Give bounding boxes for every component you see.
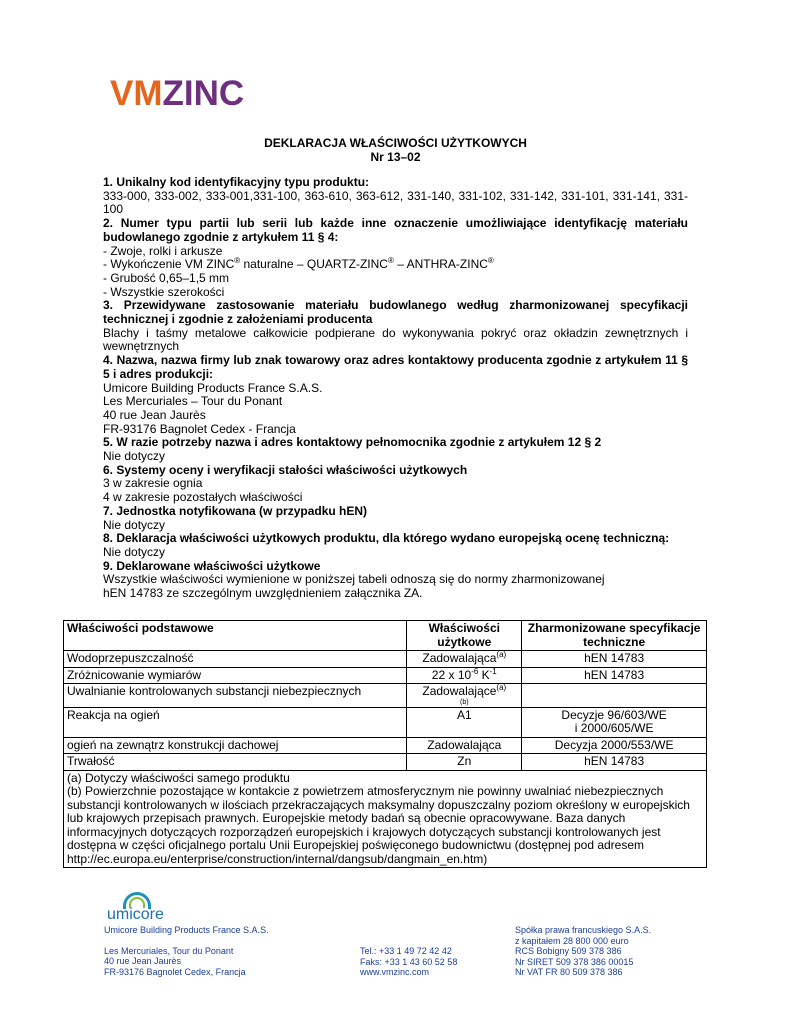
section-9-line: Wszystkie właściwości wymienione w poniższej tabeli odnoszą się do normy zharmonizowanej [103,572,605,587]
table-notes-row [64,770,707,868]
section-3-text: Blachy i taśmy metalowe całkowicie podpierane do wykonywania pokryć oraz okładzin zewnętrznych i wewnętrznych [103,325,688,354]
vmzinc-logo [110,74,250,114]
table-cell: Uwalnianie kontrolowanych substancji niebezpiecznych [64,684,407,708]
section-1-text: 333-000, 333-002, 333-001,331-100, 363-610, 363-612, 331-140, 331-102, 331-142, 331-101, 331-141, 331-100 [103,188,688,217]
table-cell: Zn [407,754,522,771]
section-3-heading: 3. Przewidywane zastosowanie materiału budowlanego według zharmonizowanej specyfikacji technicznej i zgodnie z założeniami producenta [103,298,688,327]
table-row [64,737,707,754]
section-5-text: Nie dotyczy [103,449,166,464]
table-row [64,754,707,771]
table-header-row [64,621,707,651]
section-8-text: Nie dotyczy [103,544,166,559]
table-row [64,707,707,737]
table-notes [64,770,707,868]
footer-website-link[interactable]: www.vmzinc.com [360,967,430,977]
note-b: (b) Powierzchnie pozostające w kontakcie z powietrzem atmosferycznym nie powinny uwalniać niebezpiecznych substancji kontrolowanych w ilościach przekraczających maksymalny dopuszczalny poziom określony w europejskich lub krajowych przepisach prawnych. Europejskie metody badań są obecnie opracowywane. Baza danych informacyjnych dotyczących rozporządzeń europejskich i krajowych dotyczących substancji kontrolowanych jest dostępna w części oficjalnego portalu Unii Europejskiej poświęconego budownictwu (dostępnej pod adresem http://ec.europa.eu/enterprise/construction/internal/dangsub/dangmain_en.htm) [67,784,690,866]
document-number: Nr 13–02 [370,150,421,164]
header-cell: Właściwości użytkowe [407,621,522,651]
footer-right [515,925,651,978]
logo-vm: VM [110,74,163,113]
section-4-line: Les Mercuriales – Tour du Ponant [103,394,283,409]
table-cell: Decyzje 96/603/WE i 2000/605/WE [522,707,707,737]
table-cell: Trwałość [64,754,407,771]
section-4-line: Umicore Building Products France S.A.S. [103,380,323,395]
header-cell: Właściwości podstawowe [64,621,407,651]
footer-left [104,925,269,977]
table-cell: A1 [407,707,522,737]
footer-line: 40 rue Jean Jaurès [104,956,182,966]
footer-line: Les Mercuriales, Tour du Ponant [104,945,234,956]
table-cell: Zróżnicowanie wymiarów [64,667,407,684]
footer-middle [360,946,457,978]
header-cell: Zharmonizowane specyfikacje techniczne [522,621,707,651]
footer-line: Umicore Building Products France S.A.S. [104,925,269,935]
declaration-body [103,176,688,601]
section-4-line: 40 rue Jean Jaurès [103,407,206,422]
footer-line: z kapitałem 28 800 000 euro [515,935,629,946]
section-7-heading: 7. Jednostka notyfikowana (w przypadku hEN) [103,503,368,518]
section-1-heading: 1. Unikalny kod identyfikacyjny typu produktu: [103,175,370,189]
section-2-line: - Wykończenie VM ZINC® naturalne – QUARTZ-ZINC® – ANTHRA-ZINC® [103,256,494,272]
section-8-heading: 8. Deklaracja właściwości użytkowych produktu, dla którego wydano europejską ocenę techniczną: [103,531,670,546]
footer-line: RCS Bobigny 509 378 386 [515,946,622,956]
table-cell: ogień na zewnątrz konstrukcji dachowej [64,737,407,754]
table-row [64,667,707,684]
footer-fax: Faks: +33 1 43 60 52 58 [360,956,458,967]
section-6-line: 4 w zakresie pozostałych właściwości [103,490,303,505]
section-6-heading: 6. Systemy oceny i weryfikacji stałości właściwości użytkowych [103,462,468,477]
note-a: (a) Dotyczy właściwości samego produktu [67,770,290,785]
section-7-text: Nie dotyczy [103,517,166,532]
section-2-line: - Wszystkie szerokości [103,284,225,299]
table-cell: Zadowalająca [407,737,522,754]
section-9-line: hEN 14783 ze szczególnym uwzględnieniem załącznika ZA. [103,586,423,601]
footer-line: Nr SIRET 509 378 386 00015 [515,956,634,967]
section-6-line: 3 w zakresie ognia [103,476,203,491]
table-cell: hEN 14783 [522,754,707,771]
table-cell: hEN 14783 [522,651,707,668]
section-4-heading: 4. Nazwa, nazwa firmy lub znak towarowy oraz adres kontaktowy producenta zgodnie z artykułem 11 § 5 i adres produkcji: [103,353,688,381]
section-4-line: FR-93176 Bagnolet Cedex - Francja [103,421,296,436]
umicore-logo [107,892,207,924]
table-cell: Decyzja 2000/553/WE [522,737,707,754]
table-cell: hEN 14783 [522,667,707,684]
table-cell: Zadowalająca$^{(a)}$ [407,651,522,668]
table-row [64,684,707,708]
section-9-heading: 9. Deklarowane właściwości użytkowe [103,558,321,573]
umicore-wordmark: umicore [107,906,164,923]
logo-zinc: ZINC [162,74,245,113]
section-2-line: - Grubość 0,65–1,5 mm [103,270,230,285]
footer-line: FR-93176 Bagnolet Cedex, Francja [104,966,246,977]
section-2-heading: 2. Numer typu partii lub serii lub każde inne oznaczenie umożliwiające identyfikację materiału budowlanego zgodnie z artykułem 11 § 4: [103,216,688,244]
footer-line: Nr VAT FR 80 509 378 386 [515,967,623,977]
document-title: DEKLARACJA WŁAŚCIWOŚCI UŻYTKOWYCH [264,136,527,150]
table-cell: Reakcja na ogień [64,707,407,737]
table-cell [522,684,707,708]
section-5-heading: 5. W razie potrzeby nazwa i adres kontaktowy pełnomocnika zgodnie z artykułem 12 § 2 [103,435,602,450]
properties-table [63,620,707,868]
footer-line: Spółka prawa francuskiego S.A.S. [515,925,652,935]
table-cell: 22 x $10^{-6}$ $K^{-1}$ [407,667,522,684]
section-2-line: - Zwoje, rolki i arkusze [103,243,223,258]
footer-line [104,936,269,946]
footer-phone: Tel.: +33 1 49 72 42 42 [360,946,452,956]
table-row [64,651,707,668]
table-cell: Wodoprzepuszczalność [64,651,407,668]
table-cell: Zadowalające$^{(a)}$ (b) [407,684,522,708]
